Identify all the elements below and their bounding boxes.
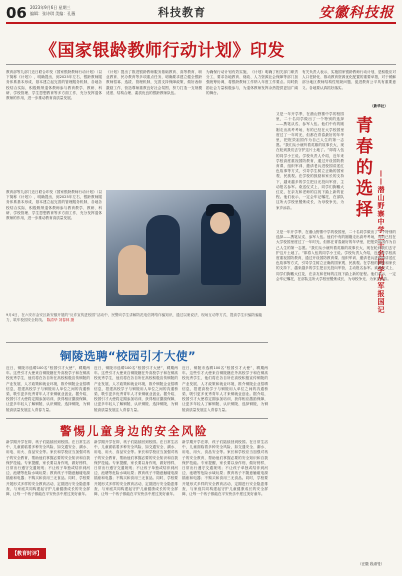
page-number: 06 xyxy=(6,4,27,22)
newspaper-brand: 安徽科技报 xyxy=(319,5,394,21)
feature-title: 青春的选择 xyxy=(352,116,372,221)
section-title: 科技教育 xyxy=(158,6,206,19)
sub-article-2-title: 警惕儿童身边的安全风险 xyxy=(60,424,209,438)
sub-article-2-col3: 新学期开学在即，孩子们陆续回到校园。在日常生活中，儿童面临着多种安全风险，如交通安全、溺水、用电、用火、食品安全等。家长和学校应当加强对孩子的安全教育，帮助他们掌握必要的安全知识和自我保护技能。专家提醒，家长要以身作则，做好榜样，日常出行遵守交通规则；不让孩子单独或结伴到河边、池塘等危险水域玩耍；教育孩子不随意触碰电源插座和电器；不购买和食用三无食品。同时，学校要开展形式多样的安全教育活动，定期进行安全隐患排查，与家庭共同构建起守护儿童健康成长的安全屏障，让每一个孩子都能在平安快乐中度过美好童年。 xyxy=(182,440,268,497)
article-source: （新华社） xyxy=(370,104,388,108)
sub-article-1-col1: 近日，铜陵市选聘100名“校园引才大使”，聘期两年。这些引才大使来自铜陵籍在外高校学子和在铜高校优秀学生，他们将在各自所在高校积极宣传铜陵的产业发展、人才政策和就业环境，推介铜陵企业招聘信息，搭建高校学子与铜陵用人单位之间的沟通桥梁，吸引更多优秀青年人才来铜就业创业。据介绍，校园引才大使将定期参加培训，获得相应激励保障，让更多年轻人了解铜陵、认识铜陵、选择铜陵，为铜陵高质量发展注入青春力量。 xyxy=(6,366,90,412)
photo-caption xyxy=(6,313,268,323)
sub-article-1-title: 铜陵选聘“校园引才大使” xyxy=(60,349,197,363)
section-rule-2 xyxy=(6,418,268,419)
photo-credit: 陈清华 刘春林 摄 xyxy=(46,318,75,322)
student-figure xyxy=(146,215,180,275)
student-figure xyxy=(118,245,148,295)
officer-face xyxy=(210,212,230,234)
feature-subtitle: ——潜山野寨中学二十名同学从军报国记 xyxy=(377,170,385,314)
sub-article-1-col2: 近日，铜陵市选聘100名“校园引才大使”，聘期两年。这些引才大使来自铜陵籍在外高校学子和在铜高校优秀学生，他们将在各自所在高校积极宣传铜陵的产业发展、人才政策和就业环境，推介铜陵企业招聘信息，搭建高校学子与铜陵用人单位之间的沟通桥梁，吸引更多优秀青年人才来铜就业创业。据介绍，校园引才大使将定期参加培训，获得相应激励保障，让更多年轻人了解铜陵、认识铜陵、选择铜陵，为铜陵高质量发展注入青春力量。 xyxy=(94,366,178,412)
sub-article-1-col3: 近日，铜陵市选聘100名“校园引才大使”，聘期两年。这些引才大使来自铜陵籍在外高校学子和在铜高校优秀学生，他们将在各自所在高校积极宣传铜陵的产业发展、人才政策和就业环境，推介铜陵企业招聘信息，搭建高校学子与铜陵用人单位之间的沟通桥梁，吸引更多优秀青年人才来铜就业创业。据介绍，校园引才大使将定期参加培训，获得相应激励保障，让更多年轻人了解铜陵、认识铜陵、选择铜陵，为铜陵高质量发展注入青春力量。 xyxy=(182,366,268,412)
commentary-tag: 【教育时评】 xyxy=(8,548,46,559)
news-photo xyxy=(106,190,266,306)
sub-article-2-col1: 新学期开学在即，孩子们陆续回到校园。在日常生活中，儿童面临着多种安全风险，如交通安全、溺水、用电、用火、食品安全等。家长和学校应当加强对孩子的安全教育，帮助他们掌握必要的安全知识和自我保护技能。专家提醒，家长要以身作则，做好榜样，日常出行遵守交通规则；不让孩子单独或结伴到河边、池塘等危险水域玩耍；教育孩子不随意触碰电源插座和电器；不购买和食用三无食品。同时，学校要开展形式多样的安全教育活动，定期进行安全隐患排查，与家庭共同构建起守护儿童健康成长的安全屏障，让每一个孩子都能在平安快乐中度过美好童年。 xyxy=(6,440,90,497)
caption-text: 9月4日，在六安市金安区新安镇开展的“反诈宣传进校园”活动中，民警向学生讲解防范电信网络诈骗知识，通过以案说法、现场互动等方式，提高学生识骗防骗能力，筑牢校园安全防线。 xyxy=(6,313,263,322)
article-column-4: 有关负责人表示，实施国家银龄教师行动计划，是积极应对人口老龄化、推动教育资源优化配置的重要举措，对于缓解部分地区教师结构性短缺问题、促进教育公平具有重要意义。各地要认真抓好落实。 xyxy=(302,70,396,90)
editor-line: 编辑：张诗琪 美编：孔薇 xyxy=(30,11,76,16)
feature-body-top: 又是一年开学季，在潜山野寨中学的校园里，二十名同学做出了一个特别的选择——携笔从戎、参军入伍。他们中有的刚刚走出高考考场，有的已经在大学校园里度过了一年时光，但都在青春最好的年华里，把报效祖国作为自己人生的第一志愿。“我们从小就听着英雄的故事长大，现在轮到我们去守护这片土地了。”即将入伍的同学小王说。学校负责人介绍，近年来学校高度重视国防教育，通过开设国防教育课、组织军训、邀请老兵进校园讲述红色故事等方式，引导学生树立正确的国家观、民族观。在学校的鼓励和家长的支持下，越来越多的学生把目光投向军营，主动报名参军。欢送仪式上，同学们胸戴大红花，在亲友和老师的注视下踏上新的征程。他们表示，一定会牢记嘱托，在部队这所大学校里锻炼成长，为母校争光、为家乡添彩。 xyxy=(276,112,344,210)
article-column-1: 教育部等九部门近日联合印发《国家银龄教师行动计划》（以下简称《计划》），明确提出，到2025年左右，银龄教师服务体系基本形成，基本建立起完善的管理服务机制，各地各校结合实际，积极吸纳退休教师参与教育教学、教研、科研、学校管理、学生思想教育等多方面工作，充分发挥退休教师的作用，进一步推动教育高质量发展。 xyxy=(6,70,102,101)
section-rule-1 xyxy=(6,342,268,343)
feature-author: （汪徽 段淑旻） xyxy=(358,562,385,566)
masthead-rule xyxy=(6,22,396,24)
article-column-3: 为确保行动计划有效实施，《计划》明确了相关部门职责分工，要求各地教育、财政、人力资源社会保障等部门加强统筹协调，将银龄教师工作纳入年度工作要点。同时鼓励社会力量积极参与，为退休教师发挥余热提供更加广阔的舞台。 xyxy=(206,70,298,95)
headline-rule xyxy=(6,64,396,65)
article-column-1-cont: 教育部等九部门近日联合印发《国家银龄教师行动计划》（以下简称《计划》），明确提出，到2025年左右，银龄教师服务体系基本形成，基本建立起完善的管理服务机制，各地各校结合实际，积极吸纳退休教师参与教育教学、教研、科研、学校管理、学生思想教育等多方面工作，充分发挥退休教师的作用，进一步推动教育高质量发展。 xyxy=(6,190,102,221)
article-column-2: 《计划》提出了推进银龄教师服务基础教育、高等教育、职业教育、民办教育等多项重点任务，明确要求建立健全银龄教师招募、选拔、管理机制，完善支持保障政策，做好表彰激励工作，营造尊师重教良好社会氛围，努力打造一支规模适度、结构合理、素质优良的银龄教师队伍。 xyxy=(106,70,202,95)
date-line: 2023年9月6日 星期三 xyxy=(30,5,71,10)
date-editor-block xyxy=(30,5,90,17)
feature-body: 又是一年开学季，在潜山野寨中学的校园里，二十名同学做出了一个特别的选择——携笔从戎、参军入伍。他们中有的刚刚走出高考考场，有的已经在大学校园里度过了一年时光，但都在青春最好的年华里，把报效祖国作为自己人生的第一志愿。“我们从小就听着英雄的故事长大，现在轮到我们去守护这片土地了。”即将入伍的同学小王说。学校负责人介绍，近年来学校高度重视国防教育，通过开设国防教育课、组织军训、邀请老兵进校园讲述红色故事等方式，引导学生树立正确的国家观、民族观。在学校的鼓励和家长的支持下，越来越多的学生把目光投向军营，主动报名参军。欢送仪式上，同学们胸戴大红花，在亲友和老师的注视下踏上新的征程。他们表示，一定会牢记嘱托，在部队这所大学校里锻炼成长，为母校争光、为家乡添彩。 xyxy=(276,230,396,281)
main-headline: 《国家银龄教师行动计划》印发 xyxy=(40,41,285,61)
sub-article-2-col2: 新学期开学在即，孩子们陆续回到校园。在日常生活中，儿童面临着多种安全风险，如交通安全、溺水、用电、用火、食品安全等。家长和学校应当加强对孩子的安全教育，帮助他们掌握必要的安全知识和自我保护技能。专家提醒，家长要以身作则，做好榜样，日常出行遵守交通规则；不让孩子单独或结伴到河边、池塘等危险水域玩耍；教育孩子不随意触碰电源插座和电器；不购买和食用三无食品。同时，学校要开展形式多样的安全教育活动，定期进行安全隐患排查，与家庭共同构建起守护儿童健康成长的安全屏障，让每一个孩子都能在平安快乐中度过美好童年。 xyxy=(94,440,178,497)
